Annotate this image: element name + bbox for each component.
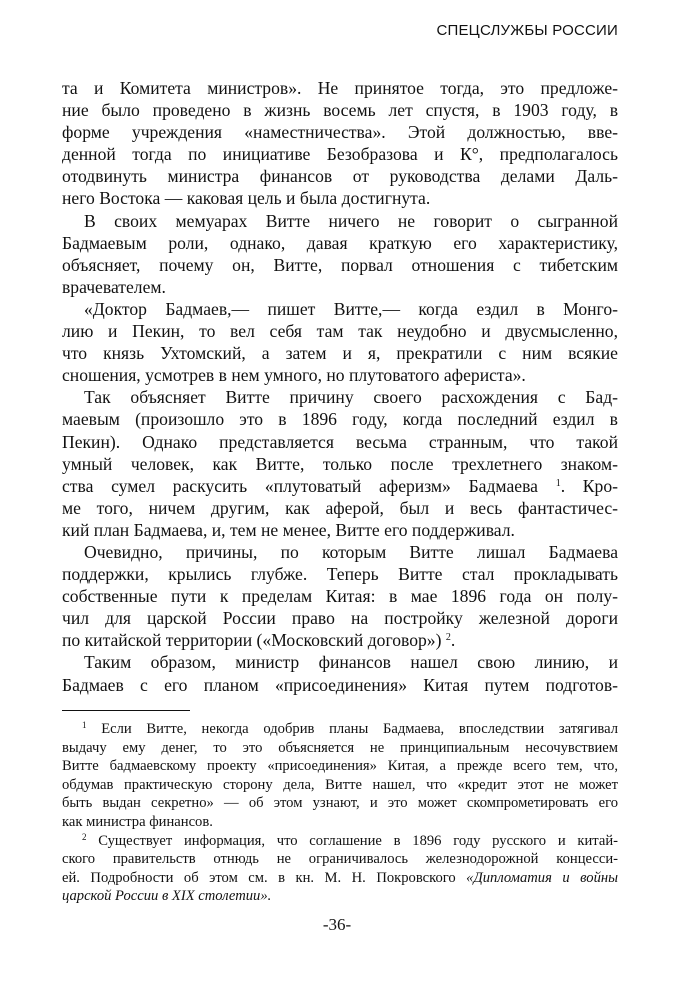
footnote-2-first-line bbox=[62, 832, 618, 851]
footnote-marker-1: 1 bbox=[82, 720, 87, 730]
text-line: поддержки, крылись глубже. Теперь Витте стал прокладывать bbox=[62, 564, 618, 585]
text-line: маевым (произошло это в 1896 году, когда последний ездил в bbox=[62, 409, 618, 430]
footnote-line: Витте бадмаевскому проекту «присоединения» Китая, а прежде всего тем, что, bbox=[62, 758, 618, 775]
text-line: Бадмаев с его планом «присоединения» Китая путем подготов- bbox=[62, 674, 618, 695]
text-line: что князь Ухтомский, а затем и я, прекратили с ним всякие bbox=[62, 343, 618, 364]
text-segment: Если Витте, некогда одобрив планы Бадмаева, впоследствии затягивал bbox=[101, 721, 618, 737]
footnote-line: выдачу ему денег, то это объясняется не принципиальным несочувствием bbox=[62, 739, 618, 756]
text-line: врачевателем. bbox=[62, 276, 166, 297]
text-line: Бадмаевым роли, однако, давая краткую его характеристику, bbox=[62, 232, 618, 253]
text-line: лию и Пекин, то вел себя там так неудобно и двусмысленно, bbox=[62, 321, 618, 342]
footnote-ref-2[interactable]: 2 bbox=[445, 632, 451, 644]
footnote-line: обдумав практическую сторону дела, Витте нашел, что «кредит этот не может bbox=[62, 776, 618, 793]
footnotes bbox=[62, 720, 618, 906]
text-segment: по китайской территории («Московский договор») bbox=[62, 630, 442, 651]
page-number: -36- bbox=[322, 915, 352, 934]
text-line: ние было проведено в жизнь восемь лет спустя, в 1903 году, в bbox=[62, 100, 618, 121]
text-segment: ства сумел раскусить «плутоватый аферизм» Бадмаева bbox=[62, 475, 538, 496]
paragraph-start-line: В своих мемуарах Витте ничего не говорит о сыгранной bbox=[84, 210, 618, 231]
footnote-marker-2: 2 bbox=[82, 831, 87, 842]
footnote-line: быть выдан секретно» — об этом узнают, и это может скомпрометировать его bbox=[62, 795, 618, 812]
text-line: Пекин). Однако представляется весьма странным, что такой bbox=[62, 431, 618, 452]
running-head: СПЕЦСЛУЖБЫ РОССИИ bbox=[436, 22, 618, 39]
text-segment: . bbox=[450, 630, 456, 651]
paragraph-start-line: Очевидно, причины, по которым Витте лишал Бадмаева bbox=[84, 541, 618, 562]
text-line: отодвинуть министра финансов от руководства делами Даль- bbox=[62, 166, 618, 187]
footnote-1-first-line bbox=[62, 720, 618, 739]
text-line: чил для царской России право на постройку железной дороги bbox=[62, 608, 618, 629]
text-line: форме учреждения «наместничества». Этой должностью, вве- bbox=[62, 122, 618, 143]
book-title-citation-continued: царской России в XIX столетии». bbox=[62, 888, 272, 905]
text-line: та и Комитета министров». Не принятое тогда, это предложе- bbox=[62, 78, 618, 98]
footnote-line: как министра финансов. bbox=[62, 813, 213, 830]
paragraph-start-line: Таким образом, министр финансов нашел свою линию, и bbox=[84, 652, 618, 673]
main-text bbox=[62, 77, 618, 696]
footnote-line: ского правительств отнюдь не ограничивалось железнодорожной концесси- bbox=[62, 851, 618, 868]
text-line: ме того, ничем другим, как аферой, был и весь фантастичес- bbox=[62, 497, 618, 518]
text-segment: ей. Подробности об этом см. в кн. М. Н. Покровского bbox=[62, 869, 456, 886]
text-line: объясняет, почему он, Витте, порвал отношения с тибетским bbox=[62, 254, 618, 275]
text-line: кий план Бадмаева, и, тем не менее, Витте его поддерживал. bbox=[62, 519, 515, 540]
text-segment: . Кро- bbox=[560, 475, 618, 496]
footnote-ref-1[interactable]: 1 bbox=[555, 477, 561, 489]
text-line: денной тогда по инициативе Безобразова и К°, предполагалось bbox=[62, 144, 618, 165]
paragraph-start-line: Так объясняет Витте причину своего расхождения с Бад- bbox=[84, 387, 618, 408]
quote-start-line: «Доктор Бадмаев,— пишет Витте,— когда ездил в Монго- bbox=[84, 298, 618, 319]
text-line: умный человек, как Витте, только после трехлетнего знаком- bbox=[62, 453, 618, 474]
book-title-citation: «Дипломатия и войны bbox=[466, 869, 618, 886]
text-line-with-footnote bbox=[62, 475, 618, 497]
text-segment: Существует информация, что соглашение в 1896 году русского и китай- bbox=[98, 832, 618, 849]
text-line: собственные пути к пределам Китая: в мае 1896 года он полу- bbox=[62, 586, 618, 607]
footnote-line-with-citation bbox=[62, 869, 618, 888]
footnote-separator bbox=[62, 710, 190, 711]
text-line-with-footnote bbox=[62, 629, 618, 651]
text-line: него Востока — каковая цель и была достигнута. bbox=[62, 188, 431, 209]
text-line: сношения, усмотрев в нем умного, но плутоватого афериста». bbox=[62, 365, 526, 386]
